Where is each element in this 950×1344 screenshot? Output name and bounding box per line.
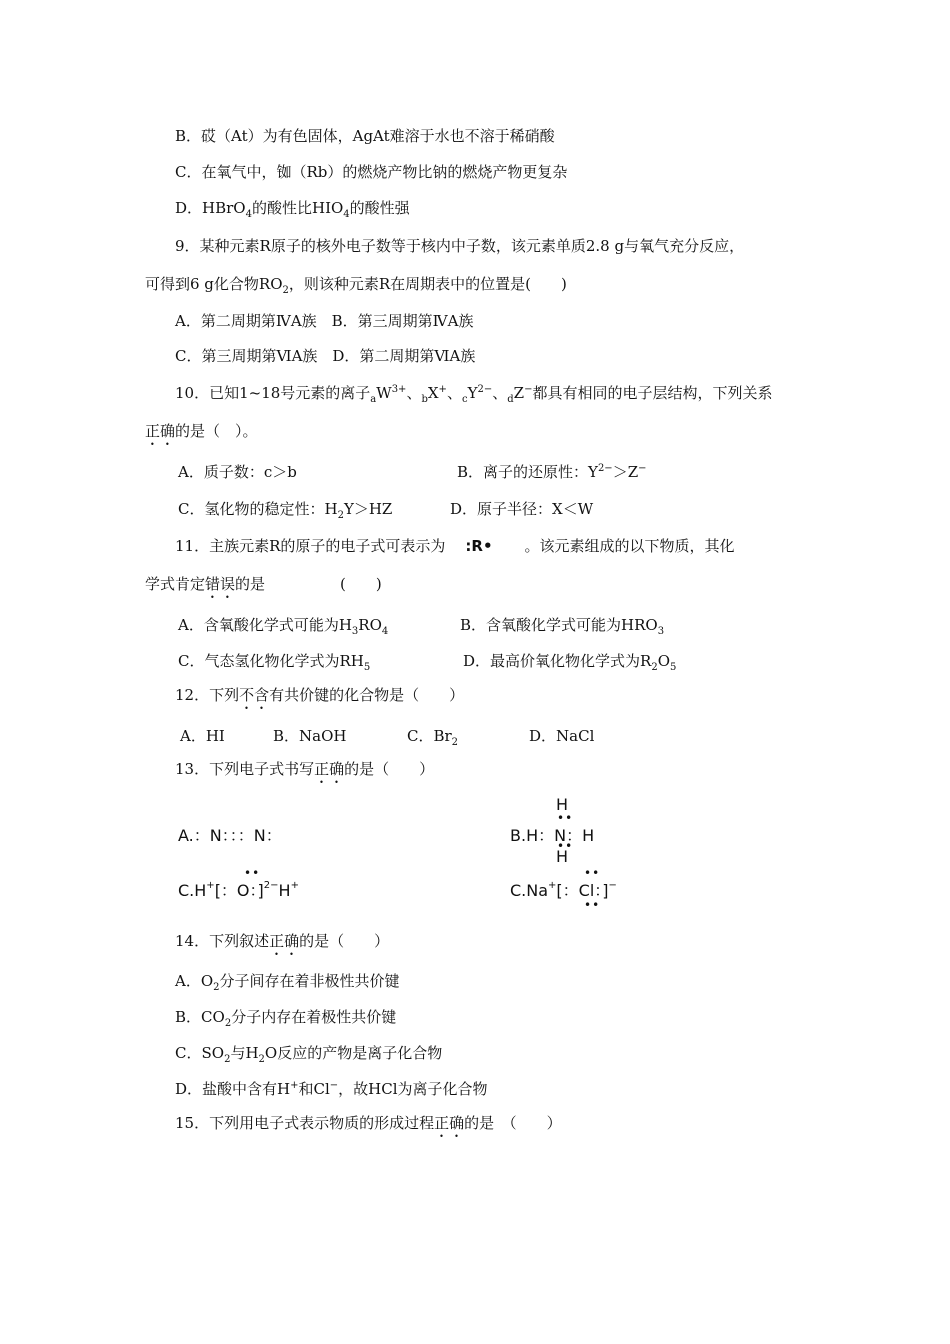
q15-stem: 15．下列用电子式表示物质的形成过程正确的是 （ ） xyxy=(175,1114,562,1132)
q10-option-c: C．氢化物的稳定性：$H_2Y>HZ$ xyxy=(178,500,393,521)
q9-stem-line1: 9．某种元素R原子的核外电子数等于核内中子数，该元素单质2.8 g与氧气充分反应， xyxy=(175,237,745,255)
nh3-dots-bottom: •• xyxy=(557,839,574,853)
q14-option-c: C．$SO_2$与$H_2O$反应的产物是离子化合物 xyxy=(175,1044,443,1065)
q10-option-d: D．原子半径：X＜W xyxy=(450,500,594,518)
nh3-top-h: H xyxy=(556,795,569,814)
q9-options-cd: C．第三周期第ⅥA族 D．第二周期第ⅥA族 xyxy=(175,347,476,365)
q8-option-d: D．HBrO$_4$的酸性比$HIO_4$的酸性强 xyxy=(175,199,410,220)
q11-option-b: B．含氧酸化学式可能为$HRO_3$ xyxy=(460,616,665,637)
h2o-dots-top: •• xyxy=(244,866,261,880)
q11-stem-line1: 11．主族元素R的原子的电子式可表示为 :R• 。该元素组成的以下物质，其化 xyxy=(175,537,735,555)
q8-option-b: B．砹（At）为有色固体，AgAt难溶于水也不溶于稀硝酸 xyxy=(175,127,555,145)
q13-option-a-lewis: A.：N：：：N： xyxy=(178,826,282,845)
q14-option-a: A．$O_2$分子间存在着非极性共价键 xyxy=(175,972,400,993)
q9-stem-line2: 可得到6 g化合物$RO_2$，则该种元素R在周期表中的位置是( ) xyxy=(145,275,567,296)
q10-option-b: B．离子的还原性：$Y^{2-}>Z^-$ xyxy=(457,463,647,481)
q13-option-c-lewis xyxy=(178,864,358,908)
h2o-row: C.H+[：O：]$^{2-}$H+ xyxy=(178,880,299,900)
q10-stem-line2: 正确的是（ ）。 xyxy=(145,422,258,440)
q9-options-ab: A．第二周期第ⅣA族 B．第三周期第ⅣA族 xyxy=(175,312,474,330)
q14-option-d: D．盐酸中含有H+和Cl−，故HCl为离子化合物 xyxy=(175,1080,488,1098)
nh3-bottom-h: H xyxy=(556,847,569,866)
q13-option-d-lewis xyxy=(510,864,650,912)
q12-option-d: D．NaCl xyxy=(529,727,595,745)
q11-option-a: A．含氧酸化学式可能为$H_3RO_4$ xyxy=(178,616,389,637)
q14-option-b: B．$CO_2$分子内存在着极性共价键 xyxy=(175,1008,397,1029)
q11-option-d: D．最高价氧化物化学式为$R_2O_5$ xyxy=(463,652,677,673)
q13-stem: 13．下列电子式书写正确的是（ ） xyxy=(175,760,435,778)
nacl-row: C.Na+[：Cl：]− xyxy=(510,880,617,900)
q12-stem: 12．下列不含有共价键的化合物是（ ） xyxy=(175,686,465,704)
lewis-r-formula: :R• xyxy=(465,537,493,555)
q12-option-c: C．$Br_2$ xyxy=(407,727,459,748)
q13-option-b-lewis xyxy=(510,795,620,865)
nacl-dots-top: •• xyxy=(584,866,601,880)
nacl-dots-bottom: •• xyxy=(584,898,601,912)
q8-option-c: C．在氧气中，铷（Rb）的燃烧产物比钠的燃烧产物更复杂 xyxy=(175,163,568,181)
nh3-dots-top: •• xyxy=(557,811,574,825)
q11-option-c: C．气态氢化物化学式为$RH_5$ xyxy=(178,652,371,673)
q11-stem-line2: 学式肯定错误的是 ( ) xyxy=(145,575,382,593)
q10-stem-line1: 10．已知1~18号元素的离子$_aW^{3+}$、$_b$X+、$_cY^{2-}$、$_d$Z−都具有相同的电子层结构，下列关系 xyxy=(175,384,773,405)
nh3-row: B.H：N：H xyxy=(510,826,595,845)
q12-option-a: A．HI xyxy=(180,727,225,745)
q12-option-b: B．NaOH xyxy=(273,727,347,745)
q14-stem: 14．下列叙述正确的是（ ） xyxy=(175,932,390,950)
q10-option-a: A．质子数：c＞b xyxy=(178,463,297,481)
